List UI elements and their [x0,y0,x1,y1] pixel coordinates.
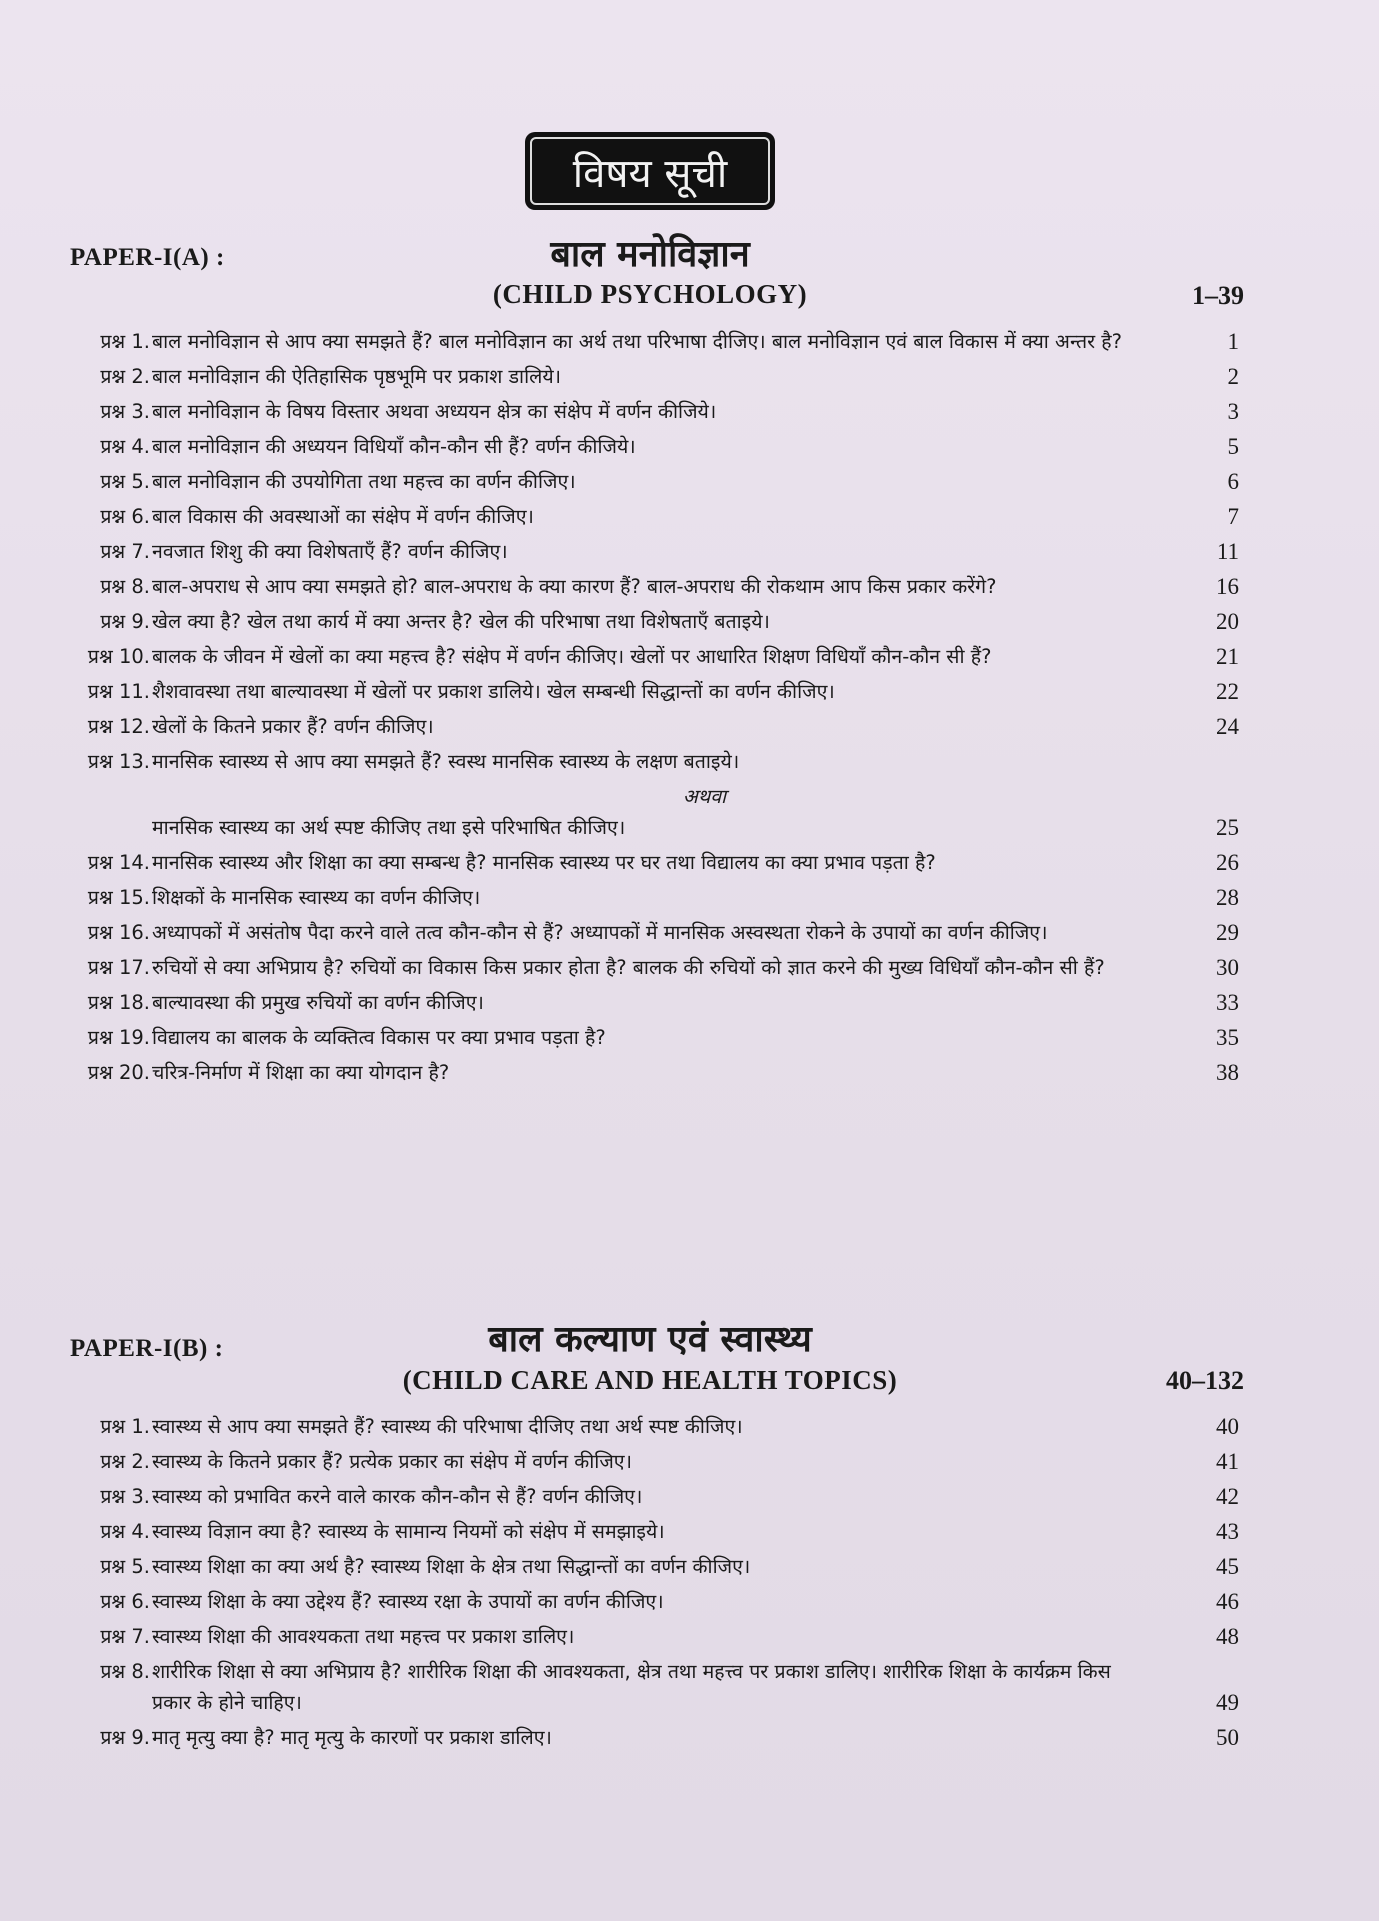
page-number: 20 [1216,609,1239,634]
question-text: शैशवावस्था तथा बाल्यावस्था में खेलों पर प्रकाश डालिये। खेल सम्बन्धी सिद्धान्तों का वर्णन कीजिए। [152,680,835,703]
toc-entry [0,1621,1379,1652]
page-number: 41 [1216,1449,1239,1474]
question-number: प्रश्न 3. [100,1485,150,1508]
page-number: 29 [1216,920,1239,945]
question-text: नवजात शिशु की क्या विशेषताएँ हैं? वर्णन कीजिए। [152,540,508,563]
question-text: शारीरिक शिक्षा से क्या अभिप्राय है? शारीरिक शिक्षा की आवश्यकता, क्षेत्र तथा महत्त्व पर प्रकाश डालिए। शारीरिक शिक्षा के कार्यक्रम किस प्रकार के होने चाहिए। [152,1660,1111,1714]
contents-title-box [525,132,775,210]
page-number: 42 [1216,1484,1239,1509]
toc-entry [0,326,1379,357]
toc-entry [0,431,1379,462]
section-title: बाल मनोविज्ञान [550,234,750,275]
page-number: 28 [1216,885,1239,910]
page-number: 30 [1216,955,1239,980]
toc-entry [0,711,1379,742]
question-number: प्रश्न 4. [100,1520,150,1543]
question-number: प्रश्न 8. [100,1660,150,1683]
toc-entry [0,1551,1379,1582]
question-text: बाल मनोविज्ञान से आप क्या समझते हैं? बाल मनोविज्ञान का अर्थ तथा परिभाषा दीजिए। बाल मनोविज्ञान एवं बाल विकास में क्या अन्तर है? [152,330,1122,353]
question-number: प्रश्न 6. [100,1590,150,1613]
question-text: स्वास्थ्य विज्ञान क्या है? स्वास्थ्य के सामान्य नियमों को संक्षेप में समझाइये। [152,1520,665,1543]
or-separator: अथवा [682,785,727,808]
toc-entry [0,1446,1379,1477]
page-number: 48 [1216,1624,1239,1649]
toc-entry [0,1411,1379,1442]
question-number: प्रश्न 7. [100,540,150,563]
question-number: प्रश्न 5. [100,470,150,493]
page-number: 35 [1216,1025,1239,1050]
question-number: प्रश्न 6. [100,505,150,528]
question-number: प्रश्न 7. [100,1625,150,1648]
page-number: 11 [1216,539,1239,564]
question-number: प्रश्न 2. [100,365,150,388]
question-number: प्रश्न 13. [87,750,150,773]
section-a-entries [0,326,1379,1092]
question-text: बाल मनोविज्ञान की उपयोगिता तथा महत्त्व का वर्णन कीजिए। [152,470,576,493]
section-page-range: 1–39 [1192,281,1244,310]
toc-entry [0,571,1379,602]
question-number: प्रश्न 5. [100,1555,150,1578]
page-number: 38 [1216,1060,1239,1085]
page-number: 3 [1227,399,1239,424]
toc-entry [0,641,1379,672]
toc-entry [0,466,1379,497]
question-number: प्रश्न 8. [100,575,150,598]
page-number: 6 [1227,469,1239,494]
question-text: अध्यापकों में असंतोष पैदा करने वाले तत्व कौन-कौन से हैं? अध्यापकों में मानसिक अस्वस्थता रोकने के उपायों का वर्णन कीजिए। [152,921,1048,944]
toc-entry [0,847,1379,878]
question-text: बालक के जीवन में खेलों का क्या महत्त्व है? संक्षेप में वर्णन कीजिए। खेलों पर आधारित शिक्षण विधियाँ कौन-कौन सी हैं? [152,645,992,668]
question-text: बाल मनोविज्ञान की अध्ययन विधियाँ कौन-कौन सी हैं? वर्णन कीजिये। [152,435,636,458]
question-text: स्वास्थ्य शिक्षा के क्या उद्देश्य हैं? स्वास्थ्य रक्षा के उपायों का वर्णन कीजिए। [152,1590,664,1613]
contents-title: विषय सूची [530,137,770,205]
page-number: 46 [1216,1589,1239,1614]
question-number: प्रश्न 19. [87,1026,150,1049]
question-number: प्रश्न 12. [87,715,150,738]
page-number: 49 [1216,1690,1239,1715]
question-number: प्रश्न 2. [100,1450,150,1473]
page-number: 24 [1216,714,1239,739]
section-subtitle: (CHILD CARE AND HEALTH TOPICS) [402,1365,898,1395]
question-number: प्रश्न 14. [87,851,150,874]
toc-entry [0,917,1379,948]
question-number: प्रश्न 9. [100,1726,150,1749]
question-text: शिक्षकों के मानसिक स्वास्थ्य का वर्णन कीजिए। [152,886,481,909]
question-number: प्रश्न 20. [87,1061,150,1084]
question-number: प्रश्न 18. [87,991,150,1014]
question-text: मानसिक स्वास्थ्य का अर्थ स्पष्ट कीजिए तथा इसे परिभाषित कीजिए। [152,816,626,839]
question-text: खेलों के कितने प्रकार हैं? वर्णन कीजिए। [152,715,434,738]
question-text: विद्यालय का बालक के व्यक्तित्व विकास पर क्या प्रभाव पड़ता है? [152,1026,606,1049]
toc-entry [0,1516,1379,1547]
toc-entry [0,606,1379,637]
section-subtitle: (CHILD PSYCHOLOGY) [492,279,808,309]
toc-entry [0,1722,1379,1753]
question-text: स्वास्थ्य के कितने प्रकार हैं? प्रत्येक प्रकार का संक्षेप में वर्णन कीजिए। [152,1450,632,1473]
question-number: प्रश्न 16. [87,921,150,944]
page-number: 43 [1216,1519,1239,1544]
question-number: प्रश्न 1. [100,1415,150,1438]
page-number: 16 [1216,574,1239,599]
page-number: 45 [1216,1554,1239,1579]
question-text: चरित्र-निर्माण में शिक्षा का क्या योगदान है? [152,1061,450,1084]
toc-entry [0,396,1379,427]
question-number: प्रश्न 17. [87,956,150,979]
toc-entry [0,746,1379,777]
toc-entry [0,536,1379,567]
question-number: प्रश्न 11. [87,680,150,703]
toc-entry [0,1022,1379,1053]
question-text: बाल मनोविज्ञान के विषय विस्तार अथवा अध्ययन क्षेत्र का संक्षेप में वर्णन कीजिये। [152,400,717,423]
page-number: 5 [1227,434,1239,459]
question-text: मानसिक स्वास्थ्य से आप क्या समझते हैं? स्वस्थ मानसिक स्वास्थ्य के लक्षण बताइये। [152,750,740,773]
question-number: प्रश्न 9. [100,610,150,633]
question-text: स्वास्थ्य शिक्षा की आवश्यकता तथा महत्त्व पर प्रकाश डालिए। [152,1625,575,1648]
page-number: 40 [1216,1414,1239,1439]
question-number: प्रश्न 15. [87,886,150,909]
toc-entry [0,987,1379,1018]
question-text: स्वास्थ्य से आप क्या समझते हैं? स्वास्थ्य की परिभाषा दीजिए तथा अर्थ स्पष्ट कीजिए। [152,1415,743,1438]
question-text: बाल मनोविज्ञान की ऐतिहासिक पृष्ठभूमि पर प्रकाश डालिये। [152,365,562,388]
toc-entry [0,1057,1379,1088]
page-number: 25 [1216,815,1239,840]
page-number: 2 [1227,364,1239,389]
section-title: बाल कल्याण एवं स्वास्थ्य [488,1319,812,1360]
paper-label: PAPER-I(A) : [70,244,225,271]
question-number: प्रश्न 1. [100,330,150,353]
question-text: बाल विकास की अवस्थाओं का संक्षेप में वर्णन कीजिए। [152,505,534,528]
question-text: स्वास्थ्य को प्रभावित करने वाले कारक कौन-कौन से हैं? वर्णन कीजिए। [152,1485,643,1508]
question-text: बाल्यावस्था की प्रमुख रुचियों का वर्णन कीजिए। [152,991,484,1014]
section-page-range: 40–132 [1166,1366,1244,1395]
toc-entry [0,1481,1379,1512]
toc-entry [0,1656,1379,1718]
page-number: 33 [1216,990,1239,1015]
section-b-entries [0,1411,1379,1757]
page-number: 50 [1216,1725,1239,1750]
toc-entry [0,882,1379,913]
question-text: खेल क्या है? खेल तथा कार्य में क्या अन्तर है? खेल की परिभाषा तथा विशेषताएँ बताइये। [152,610,770,633]
toc-entry [0,501,1379,532]
paper-label: PAPER-I(B) : [70,1335,224,1362]
question-text: रुचियों से क्या अभिप्राय है? रुचियों का विकास किस प्रकार होता है? बालक की रुचियों को ज्ञात करने की मुख्य विधियाँ कौन-कौन सी हैं? [152,956,1105,979]
question-number: प्रश्न 3. [100,400,150,423]
question-number: प्रश्न 4. [100,435,150,458]
toc-entry-alternate [0,812,1379,843]
page-number: 22 [1216,679,1239,704]
question-number: प्रश्न 10. [87,645,150,668]
page-number: 1 [1227,329,1239,354]
toc-entry [0,1586,1379,1617]
toc-entry [0,952,1379,983]
page-number: 21 [1216,644,1239,669]
question-text: मातृ मृत्यु क्या है? मातृ मृत्यु के कारणों पर प्रकाश डालिए। [152,1726,552,1749]
page-number: 26 [1216,850,1239,875]
question-text: स्वास्थ्य शिक्षा का क्या अर्थ है? स्वास्थ्य शिक्षा के क्षेत्र तथा सिद्धान्तों का वर्णन कीजिए। [152,1555,751,1578]
question-text: मानसिक स्वास्थ्य और शिक्षा का क्या सम्बन्ध है? मानसिक स्वास्थ्य पर घर तथा विद्यालय का क्या प्रभाव पड़ता है? [152,851,936,874]
page-number: 7 [1227,504,1239,529]
toc-entry [0,361,1379,392]
toc-entry [0,676,1379,707]
question-text: बाल-अपराध से आप क्या समझते हो? बाल-अपराध के क्या कारण हैं? बाल-अपराध की रोकथाम आप किस प्रकार करेंगे? [152,575,997,598]
